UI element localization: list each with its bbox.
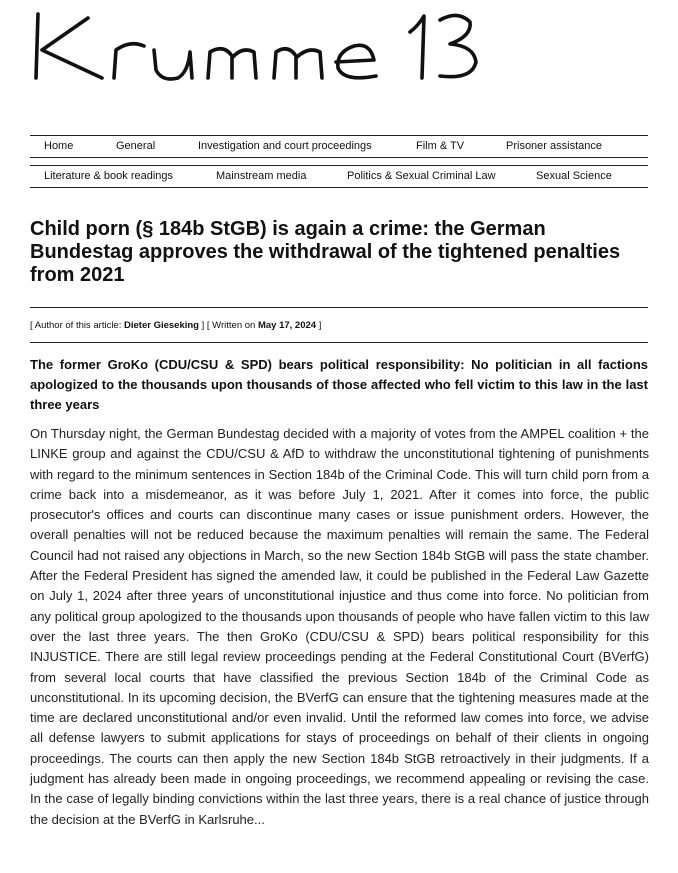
nav-politics-sexual-criminal-law[interactable]: Politics & Sexual Criminal Law: [347, 170, 496, 182]
nav-film-tv[interactable]: Film & TV: [416, 140, 465, 152]
site-logo-handwriting: [30, 6, 500, 86]
main-nav-row-1: [30, 135, 648, 158]
byline-divider-bottom: [30, 342, 648, 343]
byline-divider-top: [30, 307, 648, 308]
byline-date: May 17, 2024: [257, 320, 317, 331]
nav-sexual-science[interactable]: Sexual Science: [536, 170, 612, 182]
nav-literature-book-readings[interactable]: Literature & book readings: [44, 170, 174, 182]
nav-investigation-court[interactable]: Investigation and court proceedings: [198, 140, 372, 152]
nav-prisoner-assistance[interactable]: Prisoner assistance: [506, 140, 602, 152]
nav-home[interactable]: Home: [44, 140, 74, 152]
site-logo[interactable]: [30, 6, 500, 86]
nav-mainstream-media[interactable]: Mainstream media: [216, 170, 307, 182]
byline-author: Dieter Gieseking: [124, 320, 199, 331]
byline-suffix: ]: [316, 320, 322, 331]
article-lead: The former GroKo (CDU/CSU & SPD) bears political responsibility: No politician in all factions apologized to the thousands upon thousands of those affected who fell victim to this law in the last three years: [30, 357, 648, 412]
article-title: Child porn (§ 184b StGB) is again a crime: the German Bundestag approves the withdrawal of the tightened penalties from 2021: [30, 218, 621, 286]
byline-date-prefix: ] [ Written on: [198, 320, 258, 331]
article-body: On Thursday night, the German Bundestag decided with a majority of votes from the AMPEL coalition + the LINKE group and against the CDU/CSU & AfD to withdraw the unconstitutional tightening of punishments with regard to the minimum sentences in Section 184b of the Criminal Code. This will turn child porn from a crime back into a misdemeanor, as it was before July 1, 2021. After it comes into force, the public prosecutor's offices and courts can discontinue many cases or issue punishment orders. However, the overall penalties will not be reduced because the maximum penalties will remain the same. The Federal Council had not raised any objections in March, so the new Section 184b StGB will pass the state chamber. After the Federal President has signed the amended law, it could be published in the Federal Law Gazette on July 1, 2024 after three years of unconstitutional injustice and thus come into force. No politician from any political group apologized to the thousands upon thousands of people who have fallen victim to this law over the last three years. The then GroKo (CDU/CSU & SPD) bears political responsibility for this INJUSTICE. There are still legal review proceedings pending at the Federal Constitutional Court (BVerfG) from several local courts that have classified the previous Section 184b of the Criminal Code as unconstitutional. In its upcoming decision, the BVerfG can ensure that the tightening measures made at the time are declared unconstitutional and/or even invalid. Until the reformed law comes into force, we advise all defense lawyers to submit applications for stays of proceedings on behalf of their clients in ongoing proceedings. The courts can then apply the new Section 184b StGB retroactively in their judgments. If a judgment has already been made in ongoing proceedings, we recommend appealing or revising the case. In the case of legally binding convictions within the last three years, there is a real chance of justice through the decision at the BVerfG in Karlsruhe...: [30, 426, 649, 827]
article-byline: [30, 320, 648, 332]
byline-author-prefix: [ Author of this article:: [30, 320, 124, 331]
nav-general[interactable]: General: [116, 140, 156, 152]
main-nav-row-2: [30, 165, 648, 188]
